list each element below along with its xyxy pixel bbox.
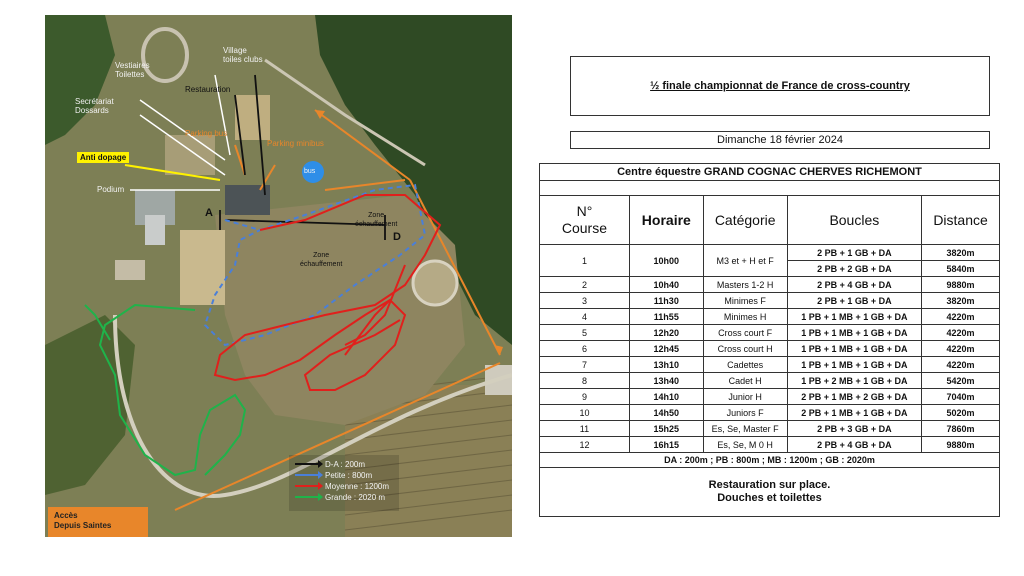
cell-categorie: Minimes F <box>703 293 787 309</box>
event-date-box <box>570 131 990 149</box>
table-row <box>540 277 1000 293</box>
col-header-distance: Distance <box>922 196 1000 245</box>
cell-boucles: 2 PB + 4 GB + DA <box>787 277 922 293</box>
map-legend <box>295 459 389 503</box>
map-point-d <box>393 233 401 242</box>
cell-n: 6 <box>540 341 630 357</box>
cell-n: 12 <box>540 437 630 453</box>
cell-horaire: 14h10 <box>629 389 703 405</box>
col-header-boucles: Boucles <box>787 196 922 245</box>
cell-n: 10 <box>540 405 630 421</box>
legend-item-grande <box>295 492 389 502</box>
cell-horaire: 12h45 <box>629 341 703 357</box>
venue-name: Centre équestre GRAND COGNAC CHERVES RICHEMONT <box>540 164 1000 181</box>
cell-categorie: Masters 1-2 H <box>703 277 787 293</box>
cell-distance: 7860m <box>922 421 1000 437</box>
cell-n: 7 <box>540 357 630 373</box>
map-label-bus <box>304 167 315 176</box>
cell-categorie: Cross court F <box>703 325 787 341</box>
map-label-podium <box>97 185 124 194</box>
table-row <box>540 421 1000 437</box>
legend-item-da <box>295 459 389 469</box>
cell-distance: 5020m <box>922 405 1000 421</box>
map-label-restauration <box>185 85 230 94</box>
table-row <box>540 245 1000 261</box>
legend-label-grande: Grande : 2020 m <box>325 492 386 502</box>
legend-swatch-da <box>295 463 321 465</box>
cell-horaire: 15h25 <box>629 421 703 437</box>
table-row <box>540 357 1000 373</box>
map-label-secretariat-text: Secrétariat Dossards <box>75 97 114 115</box>
col-header-course: N° Course <box>540 196 630 245</box>
cell-n: 11 <box>540 421 630 437</box>
legend-swatch-grande <box>295 496 321 498</box>
cell-boucles: 1 PB + 2 MB + 1 GB + DA <box>787 373 922 389</box>
event-date: Dimanche 18 février 2024 <box>717 134 843 146</box>
cell-categorie: Es, Se, M 0 H <box>703 437 787 453</box>
col-header-categorie: Catégorie <box>703 196 787 245</box>
table-row <box>540 325 1000 341</box>
map-label-zone-1 <box>355 211 397 229</box>
cell-boucles: 2 PB + 2 GB + DA <box>787 261 922 277</box>
cell-boucles: 2 PB + 1 GB + DA <box>787 293 922 309</box>
cell-distance: 3820m <box>922 245 1000 261</box>
cell-n: 3 <box>540 293 630 309</box>
cell-distance: 4220m <box>922 309 1000 325</box>
cell-distance: 4220m <box>922 325 1000 341</box>
cell-boucles: 1 PB + 1 MB + 1 GB + DA <box>787 325 922 341</box>
cell-distance: 3820m <box>922 293 1000 309</box>
table-row <box>540 437 1000 453</box>
cell-categorie: M3 et + H et F <box>703 245 787 277</box>
cell-horaire: 10h00 <box>629 245 703 277</box>
legend-item-petite <box>295 470 389 480</box>
legend-label-da: D-A : 200m <box>325 459 366 469</box>
cell-horaire: 11h55 <box>629 309 703 325</box>
map-label-anti-dopage-text: Anti dopage <box>80 153 127 162</box>
loops-legend-row <box>540 453 1000 468</box>
cell-boucles: 2 PB + 1 MB + 2 GB + DA <box>787 389 922 405</box>
course-map <box>45 15 512 537</box>
legend-item-moyenne <box>295 481 389 491</box>
map-label-anti-dopage <box>77 152 129 163</box>
cell-categorie: Juniors F <box>703 405 787 421</box>
cell-distance: 4220m <box>922 341 1000 357</box>
footer-line-1: Restauration sur place. <box>708 479 831 491</box>
cell-boucles: 2 PB + 1 GB + DA <box>787 245 922 261</box>
cell-categorie: Cadettes <box>703 357 787 373</box>
legend-label-moyenne: Moyenne : 1200m <box>325 481 390 491</box>
cell-horaire: 12h20 <box>629 325 703 341</box>
cell-n: 9 <box>540 389 630 405</box>
map-label-village <box>223 46 263 64</box>
map-label-parking-minibus <box>267 139 324 148</box>
cell-categorie: Cross court H <box>703 341 787 357</box>
map-label-acces-text: Accès Depuis Saintes <box>54 511 112 530</box>
cell-n: 8 <box>540 373 630 389</box>
cell-boucles: 1 PB + 1 MB + 1 GB + DA <box>787 357 922 373</box>
spacer-row <box>540 181 1000 196</box>
event-title: ½ finale championnat de France de cross-country <box>650 80 910 92</box>
cell-n: 2 <box>540 277 630 293</box>
table-row <box>540 341 1000 357</box>
cell-horaire: 14h50 <box>629 405 703 421</box>
footer-line-2: Douches et toilettes <box>717 492 822 504</box>
map-label-secretariat <box>75 97 114 115</box>
map-label-parking-minibus-text: Parking minibus <box>267 139 324 148</box>
cell-horaire: 11h30 <box>629 293 703 309</box>
map-point-d-text: D <box>393 231 401 243</box>
map-label-podium-text: Podium <box>97 185 125 194</box>
aerial-map-image <box>45 15 512 537</box>
cell-n: 1 <box>540 245 630 277</box>
table-row <box>540 373 1000 389</box>
legend-swatch-moyenne <box>295 485 321 487</box>
map-label-village-text: Village toiles clubs <box>223 46 263 64</box>
map-label-vestiaires-text: Vestiaires Toilettes <box>115 61 150 79</box>
table-row <box>540 293 1000 309</box>
cell-distance: 4220m <box>922 357 1000 373</box>
table-row <box>540 405 1000 421</box>
cell-categorie: Es, Se, Master F <box>703 421 787 437</box>
cell-categorie: Cadet H <box>703 373 787 389</box>
cell-n: 5 <box>540 325 630 341</box>
cell-distance: 5840m <box>922 261 1000 277</box>
footer-cell <box>540 468 1000 517</box>
cell-categorie: Minimes H <box>703 309 787 325</box>
loops-legend: DA : 200m ; PB : 800m ; MB : 1200m ; GB : 2020m <box>540 453 1000 468</box>
cell-horaire: 13h10 <box>629 357 703 373</box>
legend-swatch-petite <box>295 474 321 476</box>
footer-row <box>540 468 1000 517</box>
cell-horaire: 10h40 <box>629 277 703 293</box>
map-label-parking-bus-text: Parking bus <box>185 129 228 138</box>
map-label-parking-bus <box>185 129 227 138</box>
map-label-vestiaires <box>115 61 150 79</box>
cell-distance: 9880m <box>922 437 1000 453</box>
cell-n: 4 <box>540 309 630 325</box>
event-title-box <box>570 56 990 116</box>
cell-distance: 7040m <box>922 389 1000 405</box>
table-row <box>540 309 1000 325</box>
col-header-horaire: Horaire <box>629 196 703 245</box>
spacer-cell <box>540 181 1000 196</box>
map-point-a-text: A <box>205 207 213 219</box>
cell-boucles: 1 PB + 1 MB + 1 GB + DA <box>787 309 922 325</box>
map-label-zone-2 <box>300 251 342 269</box>
map-label-acces <box>48 507 148 537</box>
cell-boucles: 1 PB + 1 MB + 1 GB + DA <box>787 341 922 357</box>
cell-distance: 9880m <box>922 277 1000 293</box>
map-label-restauration-text: Restauration <box>185 85 231 94</box>
legend-label-petite: Petite : 800m <box>325 470 373 480</box>
table-row <box>540 389 1000 405</box>
table-header-row <box>540 196 1000 245</box>
cell-boucles: 2 PB + 1 MB + 1 GB + DA <box>787 405 922 421</box>
cell-boucles: 2 PB + 4 GB + DA <box>787 437 922 453</box>
cell-horaire: 13h40 <box>629 373 703 389</box>
venue-row <box>540 164 1000 181</box>
cell-distance: 5420m <box>922 373 1000 389</box>
map-label-zone-2-text: Zone échauffement <box>300 252 343 268</box>
cell-categorie: Junior H <box>703 389 787 405</box>
schedule-table <box>539 163 1000 517</box>
map-label-zone-1-text: Zone échauffement <box>355 212 398 228</box>
cell-boucles: 2 PB + 3 GB + DA <box>787 421 922 437</box>
map-point-a <box>205 209 213 218</box>
cell-horaire: 16h15 <box>629 437 703 453</box>
map-label-bus-text: bus <box>304 168 316 175</box>
